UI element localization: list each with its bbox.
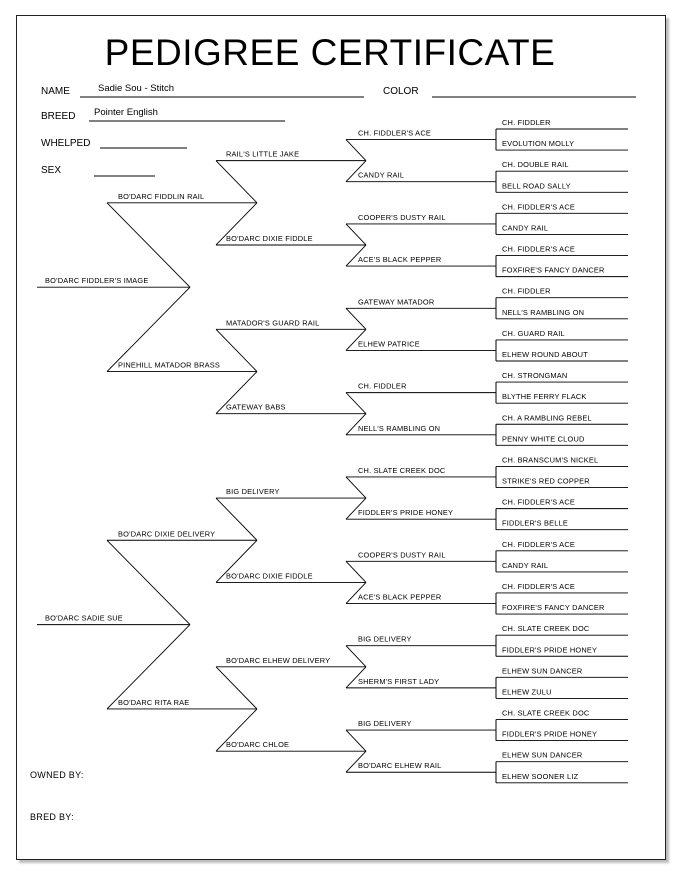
- gen4-name-3: ACE'S BLACK PEPPER: [358, 255, 442, 265]
- gen5-name-10: CH. GUARD RAIL: [502, 328, 565, 338]
- gen4-name-15: BO'DARC ELHEW RAIL: [358, 761, 442, 771]
- gen4-name-4: GATEWAY MATADOR: [358, 297, 435, 307]
- grandparents-name-1: PINEHILL MATADOR BRASS: [118, 360, 221, 370]
- gen3-bracket-upper-0: [346, 140, 366, 161]
- whelped-label: WHELPED: [41, 138, 91, 149]
- gen3-name-1: BO'DARC DIXIE FIDDLE: [226, 233, 313, 243]
- gen5-name-14: CH. A RAMBLING REBEL: [502, 413, 592, 423]
- gen3-name-5: BO'DARC DIXIE FIDDLE: [226, 571, 313, 581]
- gen5-name-13: BLYTHE FERRY FLACK: [502, 392, 587, 402]
- gen3-bracket-upper-5: [346, 561, 366, 582]
- gen4-name-12: BIG DELIVERY: [358, 634, 412, 644]
- gen5-name-29: FIDDLER'S PRIDE HONEY: [502, 729, 598, 739]
- gen5-name-7: FOXFIRE'S FANCY DANCER: [502, 265, 605, 275]
- gen3-name-3: GATEWAY BABS: [226, 402, 286, 412]
- gen5-name-5: CANDY RAIL: [502, 223, 549, 233]
- gen4-name-0: CH. FIDDLER'S ACE: [358, 128, 431, 138]
- gen5-name-30: ELHEW SUN DANCER: [502, 750, 583, 760]
- gen5-name-28: CH. SLATE CREEK DOC: [502, 708, 590, 718]
- grandparents-name-3: BO'DARC RITA RAE: [118, 697, 190, 707]
- gen4-name-11: ACE'S BLACK PEPPER: [358, 592, 442, 602]
- ancestor-labels: [45, 118, 605, 781]
- name-value: Sadie Sou - Stitch: [98, 83, 175, 94]
- sex-label: SEX: [41, 165, 62, 176]
- parents-bracket-upper-0: [107, 203, 190, 287]
- gen5-name-19: FIDDLER'S BELLE: [502, 518, 569, 528]
- gen5-name-24: CH. SLATE CREEK DOC: [502, 624, 590, 634]
- gen5-name-6: CH. FIDDLER'S ACE: [502, 244, 575, 254]
- gen3-bracket-upper-1: [346, 224, 366, 245]
- gen3-bracket-upper-2: [346, 308, 366, 329]
- gen5-name-1: EVOLUTION MOLLY: [502, 139, 575, 149]
- gen5-name-25: FIDDLER'S PRIDE HONEY: [502, 645, 598, 655]
- breed-value: Pointer English: [94, 107, 158, 118]
- gen4-name-6: CH. FIDDLER: [358, 381, 407, 391]
- gen3-bracket-upper-4: [346, 477, 366, 498]
- gen3-name-0: RAIL'S LITTLE JAKE: [226, 149, 300, 159]
- gen5-name-3: BELL ROAD SALLY: [502, 181, 571, 191]
- gen5-name-17: STRIKE'S RED COPPER: [502, 476, 590, 486]
- gen5-name-15: PENNY WHITE CLOUD: [502, 434, 585, 444]
- grandparents-bracket-upper-0: [216, 161, 257, 203]
- gen5-name-0: CH. FIDDLER: [502, 118, 551, 127]
- gen4-name-1: CANDY RAIL: [358, 170, 405, 180]
- grandparents-name-2: BO'DARC DIXIE DELIVERY: [118, 529, 216, 539]
- parents-bracket-lower-0: [107, 287, 190, 371]
- gen5-name-23: FOXFIRE'S FANCY DANCER: [502, 603, 605, 613]
- gen5-name-4: CH. FIDDLER'S ACE: [502, 202, 575, 212]
- grandparents-name-0: BO'DARC FIDDLIN RAIL: [118, 191, 205, 201]
- parents-bracket-lower-1: [107, 625, 190, 709]
- gen4-name-13: SHERM'S FIRST LADY: [358, 676, 440, 686]
- parents-name-1: BO'DARC SADIE SUE: [45, 613, 123, 623]
- gen5-name-11: ELHEW ROUND ABOUT: [502, 349, 588, 359]
- gen5-name-12: CH. STRONGMAN: [502, 371, 568, 381]
- gen5-name-2: CH. DOUBLE RAIL: [502, 160, 569, 170]
- name-label: NAME: [41, 86, 70, 97]
- gen5-name-18: CH. FIDDLER'S ACE: [502, 497, 575, 507]
- gen5-name-21: CANDY RAIL: [502, 560, 549, 570]
- gen3-name-4: BIG DELIVERY: [226, 487, 280, 497]
- breed-label: BREED: [41, 111, 76, 122]
- gen4-name-9: FIDDLER'S PRIDE HONEY: [358, 508, 454, 518]
- gen4-name-10: COOPER'S DUSTY RAIL: [358, 550, 446, 560]
- gen5-name-27: ELHEW ZULU: [502, 687, 552, 697]
- gen3-name-2: MATADOR'S GUARD RAIL: [226, 318, 320, 328]
- grandparents-bracket-upper-3: [216, 667, 257, 709]
- gen3-name-6: BO'DARC ELHEW DELIVERY: [226, 655, 331, 665]
- gen3-bracket-upper-6: [346, 646, 366, 667]
- page-title: PEDIGREE CERTIFICATE: [104, 32, 556, 73]
- gen4-name-7: NELL'S RAMBLING ON: [358, 423, 441, 433]
- bred-by-label: BRED BY:: [30, 812, 74, 822]
- grandparents-bracket-upper-2: [216, 498, 257, 540]
- gen3-bracket-upper-3: [346, 393, 366, 414]
- gen4-name-5: ELHEW PATRICE: [358, 339, 420, 349]
- gen4-name-2: COOPER'S DUSTY RAIL: [358, 212, 446, 222]
- gen5-name-9: NELL'S RAMBLING ON: [502, 307, 585, 317]
- gen4-name-8: CH. SLATE CREEK DOC: [358, 465, 446, 475]
- color-label: COLOR: [383, 86, 419, 97]
- parents-name-0: BO'DARC FIDDLER'S IMAGE: [45, 276, 149, 286]
- gen5-name-8: CH. FIDDLER: [502, 286, 551, 296]
- gen3-name-7: BO'DARC CHLOE: [226, 740, 290, 750]
- grandparents-bracket-upper-1: [216, 329, 257, 371]
- gen5-name-31: ELHEW SOONER LIZ: [502, 771, 579, 781]
- gen5-name-22: CH. FIDDLER'S ACE: [502, 581, 575, 591]
- parents-bracket-upper-1: [107, 540, 190, 624]
- gen5-name-16: CH. BRANSCUM'S NICKEL: [502, 455, 599, 465]
- gen5-name-26: ELHEW SUN DANCER: [502, 666, 583, 676]
- owned-by-label: OWNED BY:: [30, 770, 84, 780]
- gen5-name-20: CH. FIDDLER'S ACE: [502, 539, 575, 549]
- gen4-name-14: BIG DELIVERY: [358, 719, 412, 729]
- gen3-bracket-upper-7: [346, 730, 366, 751]
